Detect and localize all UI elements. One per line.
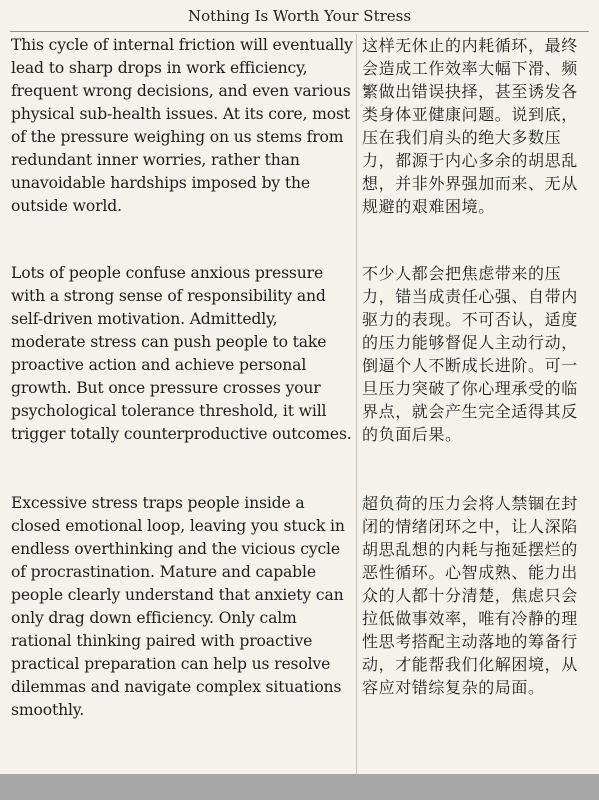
chinese-paragraph-2: 不少人都会把焦虑带来的压力，错当成责任心强、自带内驱力的表现。不可否认，适度的压力能够督促人主动行动，倒逼个人不断成长进阶。可一旦压力突破了你心理承受的临界点，就会产生完全适得其反的负面后果。	[362, 264, 578, 444]
page-header	[0, 0, 599, 34]
english-paragraph-2: Lots of people confuse anxious pressure with a strong sense of responsibility and self-driven motivation. Admittedly, moderate stress can push people to take proactive action and achieve personal growth. But once pressure crosses your psychological tolerance threshold, it will trigger totally counterproductive outcomes.	[11, 264, 352, 443]
page-title: Nothing Is Worth Your Stress	[187, 7, 412, 25]
chinese-paragraph-3: 超负荷的压力会将人禁锢在封闭的情绪闭环之中，让人深陷胡思乱想的内耗与拖延摆烂的恶性循环。心智成熟、能力出众的人都十分清楚，焦虑只会拉低做事效率，唯有冷静的理性思考搭配主动落地的筹备行动，才能帮我们化解困境，从容应对错综复杂的局面。	[362, 494, 578, 697]
header-divider	[10, 31, 589, 32]
english-paragraph-3: Excessive stress traps people inside a closed emotional loop, leaving you stuck in endless overthinking and the vicious cycle of procrastination. Mature and capable people clearly understand that anxiety can only drag down efficiency. Only calm rational thinking paired with proactive practical preparation can help us resolve dilemmas and navigate complex situations smoothly.	[11, 494, 345, 719]
chinese-paragraph-1: 这样无休止的内耗循环，最终会造成工作效率大幅下滑、频繁做出错误抉择，甚至诱发各类身体亚健康问题。说到底，压在我们肩头的绝大多数压力，都源于内心多余的胡思乱想，并非外界强加而来、无从规避的艰难困境。	[362, 36, 578, 216]
bottom-bar	[0, 774, 599, 800]
column-divider	[356, 34, 357, 774]
english-paragraph-1: This cycle of internal friction will eventually lead to sharp drops in work efficiency, frequent wrong decisions, and even various physical sub-health issues. At its core, most of the pressure weighing on us stems from redundant inner worries, rather than unavoidable hardships imposed by the outside world.	[11, 36, 353, 215]
